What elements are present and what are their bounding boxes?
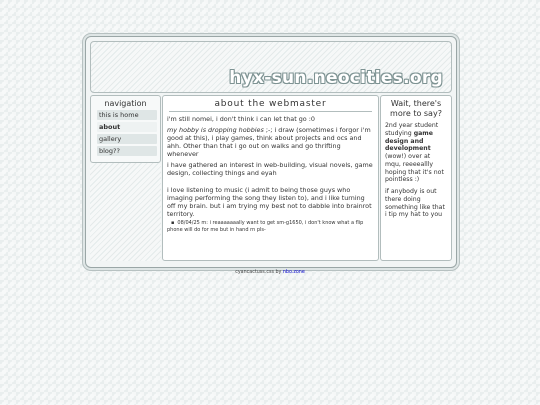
navigation-heading: navigation (104, 99, 147, 108)
side-heading: Wait, there's more to say? (390, 99, 442, 118)
intro-text: i'm still nomei, i don't think i can let that go :0 (167, 115, 315, 123)
update-list (167, 220, 374, 234)
footer-text: cyancactuss.css by (235, 270, 283, 275)
student-text-bold: game design and development (385, 129, 433, 153)
navigation-box (90, 95, 161, 163)
nav-item-blog[interactable]: blog?? (97, 146, 157, 156)
music-text: i love listening to music (i admit to being those guys who imaging performing the song they listen to), and i like turning off my brain. but i am trying my best not to dabble into brainrot territory. (167, 186, 372, 218)
side-panel (380, 95, 452, 261)
footer-credit (0, 270, 540, 275)
main-heading: about the webmaster (169, 99, 372, 112)
list-item: ▪ 08/04/25 m: i reaaaaaaally want to get sm-g1650, i don't know what a flip phone will do for me but in hand rn pls- (167, 220, 374, 234)
student-text (385, 122, 447, 184)
hobbies-text (167, 126, 374, 158)
nav-item-about[interactable]: about (97, 122, 157, 132)
site-title: hyx-sun.neocities.org (229, 68, 443, 88)
footer-link[interactable]: nbo.zone (282, 270, 305, 275)
student-text-pre: 2nd year student studying (385, 122, 439, 137)
main-content (162, 95, 379, 261)
nav-item-home[interactable]: this is home (97, 110, 157, 120)
hat-tip-text: if anybody is out there doing something like that i tip my hat to you (385, 188, 445, 219)
nav-decoration (90, 163, 161, 261)
student-text-post: (wow!) over at mqu, reeeeallly hoping that it's not pointless :) (385, 153, 444, 184)
layout-frame (85, 36, 457, 268)
interests-text: i have gathered an interest in web-building, visual novels, game design, collecting things and eyah (167, 161, 373, 177)
nav-item-gallery[interactable]: gallery (97, 134, 157, 144)
hobbies-emphasis: my hobby is dropping hobbies (167, 126, 264, 134)
hobbies-rest: ;-; i draw (sometimes i forgor i'm good at this), i play games, think about projects and ocs and ahh. Other than that i go out on walks and go thrifting whenever (167, 126, 371, 158)
header-banner (90, 41, 452, 93)
